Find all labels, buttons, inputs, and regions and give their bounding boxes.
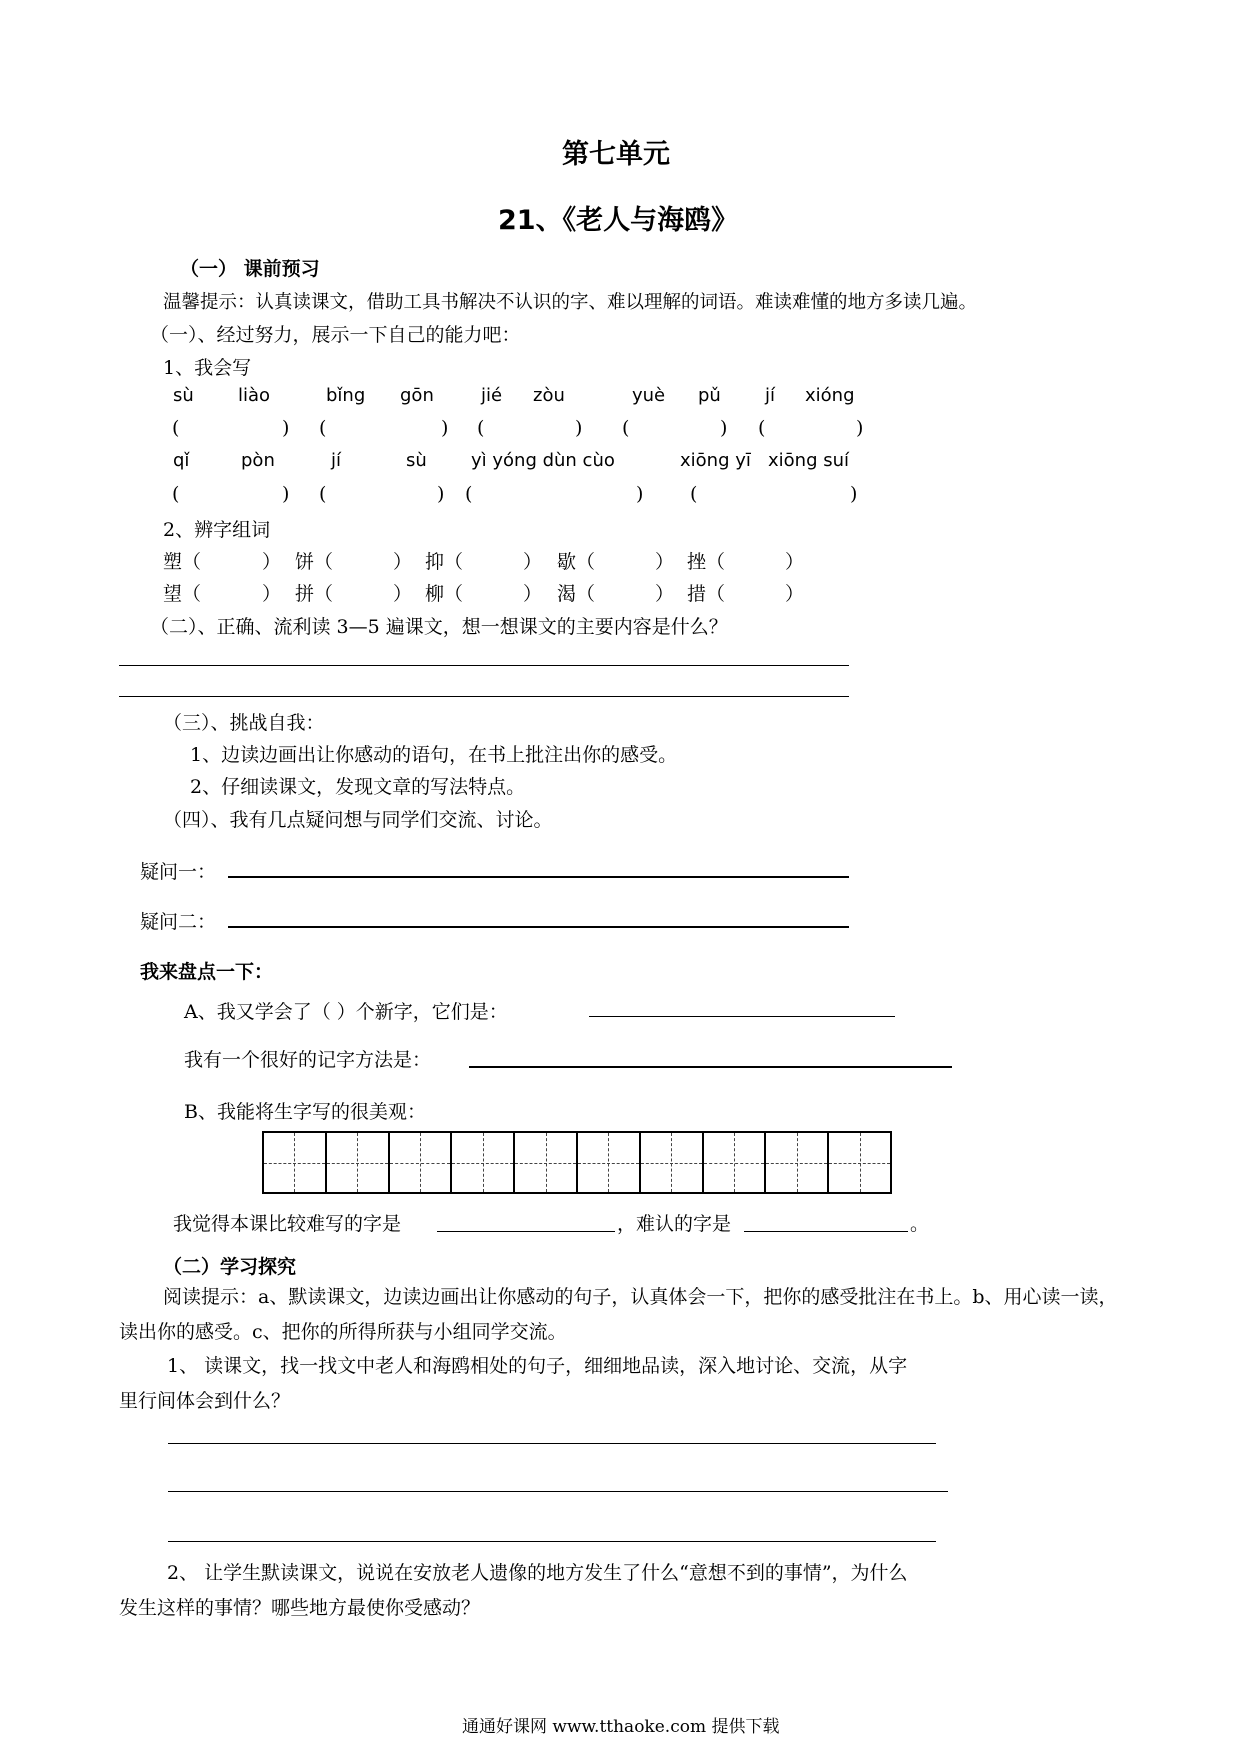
section2-heading: （二）学习探究 <box>163 1256 297 1278</box>
grid-cell[interactable] <box>515 1133 578 1192</box>
char-close: ） <box>262 583 282 605</box>
paren-close: ) <box>441 417 449 439</box>
pinyin-1-5: jié <box>481 385 503 406</box>
grid-cell[interactable] <box>704 1133 767 1192</box>
char-item: 挫（ <box>687 551 726 573</box>
grid-cell[interactable] <box>578 1133 641 1192</box>
char-item: 饼（ <box>295 551 334 573</box>
char-item: 抑（ <box>425 551 464 573</box>
char-item: 望（ <box>163 583 202 605</box>
review-b: B、我能将生字写的很美观： <box>184 1101 426 1123</box>
question2-label: 疑问二： <box>140 911 217 933</box>
difficult-write-line[interactable] <box>437 1231 615 1232</box>
part1-heading: （一）、经过努力，展示一下自己的能力吧： <box>150 324 521 346</box>
pinyin-1-9: jí <box>765 385 776 406</box>
pinyin-1-2: liào <box>238 385 271 406</box>
char-item: 塑（ <box>163 551 202 573</box>
writing-grid[interactable] <box>262 1131 892 1194</box>
question2-line[interactable] <box>228 926 849 928</box>
char-close: ） <box>655 551 675 573</box>
section1-heading: （一） 课前预习 <box>180 258 320 280</box>
pinyin-2-3: jí <box>331 450 342 471</box>
char-close: ） <box>785 551 805 573</box>
pinyin-1-3: bǐng <box>326 385 366 406</box>
paren-close: ) <box>282 417 290 439</box>
unit-title: 第七单元 <box>562 139 670 170</box>
memory-method: 我有一个很好的记字方法是： <box>184 1049 432 1071</box>
paren-open: ( <box>319 417 327 439</box>
pinyin-2-5: yì yóng dùn cùo <box>471 450 615 471</box>
q1-answer-line[interactable] <box>168 1443 936 1444</box>
char-item: 渴（ <box>557 583 596 605</box>
grid-cell[interactable] <box>829 1133 890 1192</box>
pinyin-1-7: yuè <box>632 385 666 406</box>
paren-open: ( <box>319 483 327 505</box>
paren-open: ( <box>172 417 180 439</box>
memory-method-line[interactable] <box>469 1066 952 1068</box>
grid-cell[interactable] <box>452 1133 515 1192</box>
part2-question: （二）、正确、流利读 3—5 遍课文，想一想课文的主要内容是什么？ <box>150 616 728 638</box>
q1-label: 1、我会写 <box>163 357 252 379</box>
char-close: ） <box>523 551 543 573</box>
paren-open: ( <box>758 417 766 439</box>
section2-q2: 2、 让学生默读课文，说说在安放老人遗像的地方发生了什么“意想不到的事情”，为什么发生这样的事情？哪些地方最使你受感动？ <box>119 1562 908 1619</box>
pinyin-1-6: zòu <box>533 385 565 406</box>
char-item: 措（ <box>687 583 726 605</box>
paren-close: ) <box>720 417 728 439</box>
paren-open: ( <box>690 483 698 505</box>
difficult-write-label: 我觉得本课比较难写的字是 <box>173 1213 402 1235</box>
question1-label: 疑问一： <box>140 861 217 883</box>
char-item: 歇（ <box>557 551 596 573</box>
part4: （四）、我有几点疑问想与同学们交流、讨论。 <box>163 809 553 831</box>
char-close: ） <box>262 551 282 573</box>
footer: 通通好课网 www.tthaoke.com 提供下载 <box>462 1717 780 1737</box>
paren-close: ) <box>850 483 858 505</box>
paren-close: ) <box>636 483 644 505</box>
review-heading: 我来盘点一下： <box>140 961 274 983</box>
paren-open: ( <box>622 417 630 439</box>
char-close: ） <box>523 583 543 605</box>
pinyin-2-7: xiōng suí <box>768 450 850 471</box>
answer-line[interactable] <box>119 665 849 666</box>
paren-close: ) <box>856 417 864 439</box>
new-chars-line[interactable] <box>589 1016 895 1017</box>
paren-close: ) <box>575 417 583 439</box>
grid-cell[interactable] <box>390 1133 453 1192</box>
char-close: ） <box>393 551 413 573</box>
grid-cell[interactable] <box>264 1133 327 1192</box>
reading-tip: 阅读提示：a、默读课文，边读边画出让你感动的句子，认真体会一下，把你的感受批注在书上。b、用心读一读，读出你的感受。c、把你的所得所获与小组同学交流。 <box>119 1286 1118 1343</box>
q1-answer-line[interactable] <box>168 1491 948 1492</box>
char-close: ） <box>655 583 675 605</box>
pinyin-1-1: sù <box>173 385 194 406</box>
pinyin-2-6: xiōng yī <box>680 450 751 471</box>
q2-label: 2、辨字组词 <box>163 519 271 541</box>
paren-open: ( <box>477 417 485 439</box>
grid-cell[interactable] <box>641 1133 704 1192</box>
section2-q1: 1、 读课文，找一找文中老人和海鸥相处的句子，细细地品读，深入地讨论、交流，从字里行间体会到什么？ <box>119 1355 908 1412</box>
difficult-read-line[interactable] <box>744 1231 908 1232</box>
char-close: ） <box>393 583 413 605</box>
paren-open: ( <box>172 483 180 505</box>
grid-cell[interactable] <box>766 1133 829 1192</box>
period: 。 <box>910 1213 930 1235</box>
lesson-title: 21、《老人与海鸥》 <box>498 205 739 236</box>
q1-answer-line[interactable] <box>168 1541 936 1542</box>
paren-close: ) <box>282 483 290 505</box>
pinyin-1-8: pǔ <box>698 385 721 406</box>
pinyin-2-2: pòn <box>241 450 275 471</box>
char-item: 柳（ <box>425 583 464 605</box>
review-a: A、我又学会了（ ）个新字，它们是： <box>184 1001 508 1023</box>
question1-line[interactable] <box>228 876 849 878</box>
part3-item2: 2、仔细读课文，发现文章的写法特点。 <box>190 776 526 798</box>
difficult-read-label: ，难认的字是 <box>617 1213 732 1235</box>
pinyin-1-4: gōn <box>400 385 434 406</box>
paren-close: ) <box>437 483 445 505</box>
grid-cell[interactable] <box>327 1133 390 1192</box>
char-close: ） <box>785 583 805 605</box>
warm-tip: 温馨提示：认真读课文，借助工具书解决不认识的字、难以理解的词语。难读难懂的地方多读几遍。 <box>163 292 978 313</box>
pinyin-2-1: qǐ <box>173 450 190 471</box>
answer-line[interactable] <box>119 696 849 697</box>
part3-heading: （三）、挑战自我： <box>163 712 325 734</box>
char-item: 拼（ <box>295 583 334 605</box>
paren-open: ( <box>465 483 473 505</box>
pinyin-1-10: xióng <box>805 385 855 406</box>
part3-item1: 1、边读边画出让你感动的语句，在书上批注出你的感受。 <box>190 744 678 766</box>
pinyin-2-4: sù <box>406 450 427 471</box>
